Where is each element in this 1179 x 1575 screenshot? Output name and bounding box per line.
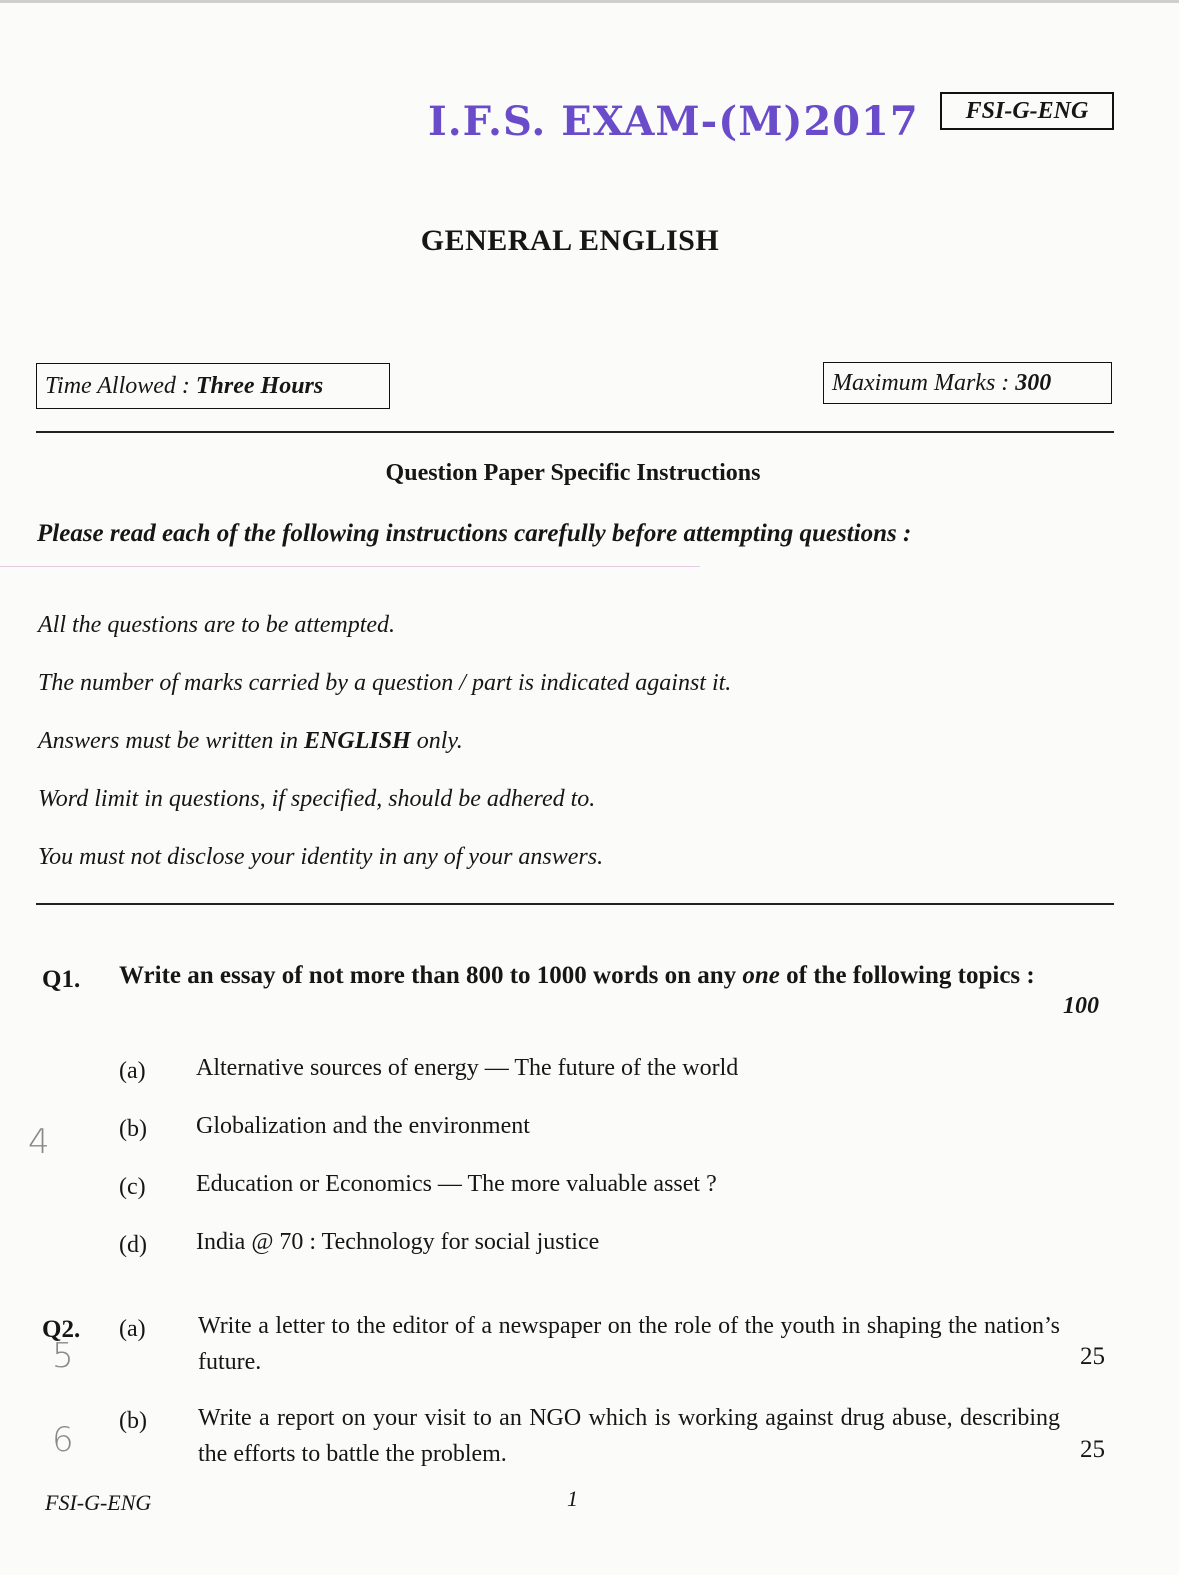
footer-paper-code: FSI-G-ENG xyxy=(45,1490,152,1515)
instructions-lead: Please read each of the following instructions carefully before attempting questions : xyxy=(37,520,912,547)
instruction-suffix: only. xyxy=(410,728,463,754)
maximum-marks-box xyxy=(823,362,1112,404)
handwritten-mark: 5 xyxy=(52,1336,74,1376)
part-marks: 25 xyxy=(1080,1436,1105,1463)
scan-mark-line xyxy=(0,566,700,567)
time-allowed-box xyxy=(36,363,390,409)
paper-code-box: FSI-G-ENG xyxy=(940,92,1114,130)
question-1-marks: 100 xyxy=(1063,993,1099,1019)
instruction-item: Word limit in questions, if specified, should be adhered to. xyxy=(38,786,596,812)
question-number: Q2. xyxy=(42,1316,81,1343)
q1-text-part: Write an essay of not more than 800 to 1000 words on any xyxy=(119,962,743,989)
time-label: Time Allowed : xyxy=(45,373,196,399)
option-label: (b) xyxy=(119,1116,147,1142)
marks-value: 300 xyxy=(1015,370,1052,396)
option-label: (a) xyxy=(119,1058,146,1084)
marks-label: Maximum Marks : xyxy=(832,370,1016,396)
time-value: Three Hours xyxy=(195,373,324,399)
instruction-item: The number of marks carried by a question / part is indicated against it. xyxy=(38,670,732,696)
q1-text-part: of the following topics : xyxy=(779,962,1035,989)
part-text: Write a letter to the editor of a newspaper on the role of the youth in shaping the nation’s future. xyxy=(198,1313,1060,1375)
option-label: (c) xyxy=(119,1174,146,1200)
divider-top xyxy=(36,431,1114,433)
instruction-item: You must not disclose your identity in any of your answers. xyxy=(38,844,604,870)
question-number: Q1. xyxy=(42,966,81,993)
handwritten-mark: 4 xyxy=(28,1122,50,1162)
option-text: India @ 70 : Technology for social justice xyxy=(196,1229,600,1255)
scan-edge xyxy=(0,0,1179,3)
part-marks: 25 xyxy=(1080,1343,1105,1370)
instruction-item xyxy=(38,728,463,755)
option-label: (d) xyxy=(119,1232,147,1258)
question-1-text xyxy=(119,957,1064,995)
handwritten-mark: 6 xyxy=(52,1420,74,1460)
part-label: (b) xyxy=(119,1408,147,1434)
instruction-item: All the questions are to be attempted. xyxy=(38,612,396,638)
option-text: Alternative sources of energy — The future of the world xyxy=(196,1055,739,1081)
part-label: (a) xyxy=(119,1316,146,1342)
q1-text-emphasis: one xyxy=(742,962,780,989)
instruction-bold: ENGLISH xyxy=(304,728,411,754)
instruction-text: Answers must be written in xyxy=(38,728,305,754)
paper-title: GENERAL ENGLISH xyxy=(420,224,720,257)
exam-stamp: I.F.S. EXAM-(M)2017 xyxy=(428,98,919,145)
part-text: Write a report on your visit to an NGO which is working against drug abuse, describing the efforts to battle the problem. xyxy=(198,1405,1060,1467)
instructions-heading: Question Paper Specific Instructions xyxy=(385,460,761,486)
page-number: 1 xyxy=(567,1486,578,1511)
option-text: Education or Economics — The more valuable asset ? xyxy=(196,1171,717,1197)
option-text: Globalization and the environment xyxy=(196,1113,530,1139)
divider-bottom xyxy=(36,903,1114,905)
